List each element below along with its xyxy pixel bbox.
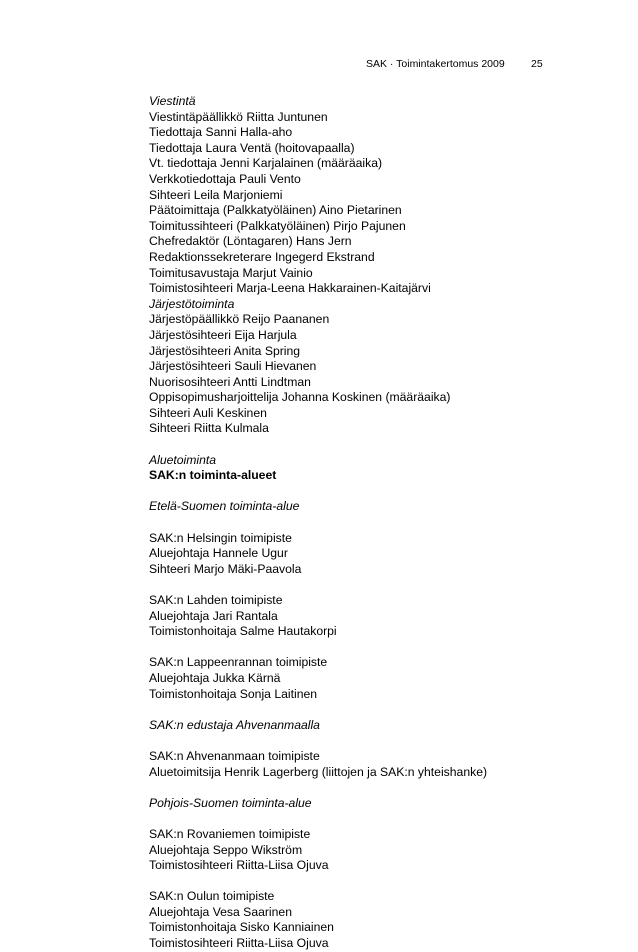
section-heading: Aluetoiminta xyxy=(149,452,217,467)
staff-line: Aluejohtaja Jukka Kärnä xyxy=(149,670,281,685)
staff-line: Sihteeri Leila Marjoniemi xyxy=(149,187,283,202)
running-header xyxy=(0,57,638,71)
staff-line: Toimitussihteeri (Palkkatyöläinen) Pirjo Pajunen xyxy=(149,218,406,233)
staff-listing xyxy=(149,94,569,952)
staff-line: Toimistosihteeri Riitta-Liisa Ojuva xyxy=(149,936,329,951)
staff-line: Tiedottaja Sanni Halla-aho xyxy=(149,125,293,140)
staff-line: Oppisopimusharjoittelija Johanna Koskinen (määräaika) xyxy=(149,390,451,405)
staff-line: SAK:n Rovaniemen toimipiste xyxy=(149,826,311,841)
staff-line: Sihteeri Auli Keskinen xyxy=(149,405,267,420)
staff-line: Järjestösihteeri Sauli Hievanen xyxy=(149,359,317,374)
staff-line: Aluejohtaja Jari Rantala xyxy=(149,608,278,623)
staff-line: Chefredaktör (Löntagaren) Hans Jern xyxy=(149,234,352,249)
section-heading: Etelä-Suomen toiminta-alue xyxy=(149,499,300,514)
section-heading: Pohjois-Suomen toiminta-alue xyxy=(149,795,312,810)
staff-line: Toimistonhoitaja Sonja Laitinen xyxy=(149,686,318,701)
staff-line: SAK:n Oulun toimipiste xyxy=(149,889,275,904)
blank-line xyxy=(149,780,569,796)
staff-line: Aluejohtaja Hannele Ugur xyxy=(149,546,288,561)
section-heading: SAK:n edustaja Ahvenanmaalla xyxy=(149,717,320,732)
staff-line: Aluejohtaja Seppo Wikström xyxy=(149,842,303,857)
staff-line: SAK:n Ahvenanmaan toimipiste xyxy=(149,748,320,763)
staff-line: Aluejohtaja Vesa Saarinen xyxy=(149,904,292,919)
staff-line: Järjestösihteeri Anita Spring xyxy=(149,343,301,358)
blank-line xyxy=(149,811,569,827)
staff-line: Järjestösihteeri Eija Harjula xyxy=(149,327,297,342)
staff-line: Redaktionssekreterare Ingegerd Ekstrand xyxy=(149,249,375,264)
staff-line: Päätoimittaja (Palkkatyöläinen) Aino Pietarinen xyxy=(149,203,402,218)
staff-line: Toimistosihteeri Riitta-Liisa Ojuva xyxy=(149,858,329,873)
page-number: 25 xyxy=(531,58,543,70)
staff-line: Sihteeri Riitta Kulmala xyxy=(149,421,269,436)
blank-line xyxy=(149,484,569,500)
staff-line: Toimistosihteeri Marja-Leena Hakkarainen-Kaitajärvi xyxy=(149,281,431,296)
blank-line xyxy=(149,733,569,749)
subsection-heading: SAK:n toiminta-alueet xyxy=(149,468,277,483)
staff-line: Nuorisosihteeri Antti Lindtman xyxy=(149,374,311,389)
staff-line: SAK:n Lahden toimipiste xyxy=(149,593,283,607)
staff-line: SAK:n Helsingin toimipiste xyxy=(149,530,292,545)
staff-line: Toimistonhoitaja Salme Hautakorpi xyxy=(149,624,337,639)
blank-line xyxy=(149,515,569,531)
staff-line: Tiedottaja Laura Ventä (hoitovapaalla) xyxy=(149,140,355,155)
section-heading: Järjestötoiminta xyxy=(149,296,235,311)
blank-line xyxy=(149,437,569,453)
section-heading: Viestintä xyxy=(149,94,196,108)
staff-line: Toimistonhoitaja Sisko Kanniainen xyxy=(149,920,334,935)
staff-line: Aluetoimitsija Henrik Lagerberg (liittojen ja SAK:n yhteishanke) xyxy=(149,764,488,779)
blank-line xyxy=(149,640,569,656)
staff-line: Sihteeri Marjo Mäki-Paavola xyxy=(149,561,302,576)
staff-line: SAK:n Lappeenrannan toimipiste xyxy=(149,655,328,670)
blank-line xyxy=(149,874,569,890)
staff-line: Vt. tiedottaja Jenni Karjalainen (määräaika) xyxy=(149,156,383,171)
staff-line: Viestintäpäällikkö Riitta Juntunen xyxy=(149,109,328,124)
header-title: SAK · Toimintakertomus 2009 xyxy=(366,58,505,70)
staff-line: Verkkotiedottaja Pauli Vento xyxy=(149,171,301,186)
staff-line: Järjestöpäällikkö Reijo Paananen xyxy=(149,312,330,327)
blank-line xyxy=(149,702,569,718)
blank-line xyxy=(149,577,569,593)
staff-line: Toimitusavustaja Marjut Vainio xyxy=(149,265,313,280)
